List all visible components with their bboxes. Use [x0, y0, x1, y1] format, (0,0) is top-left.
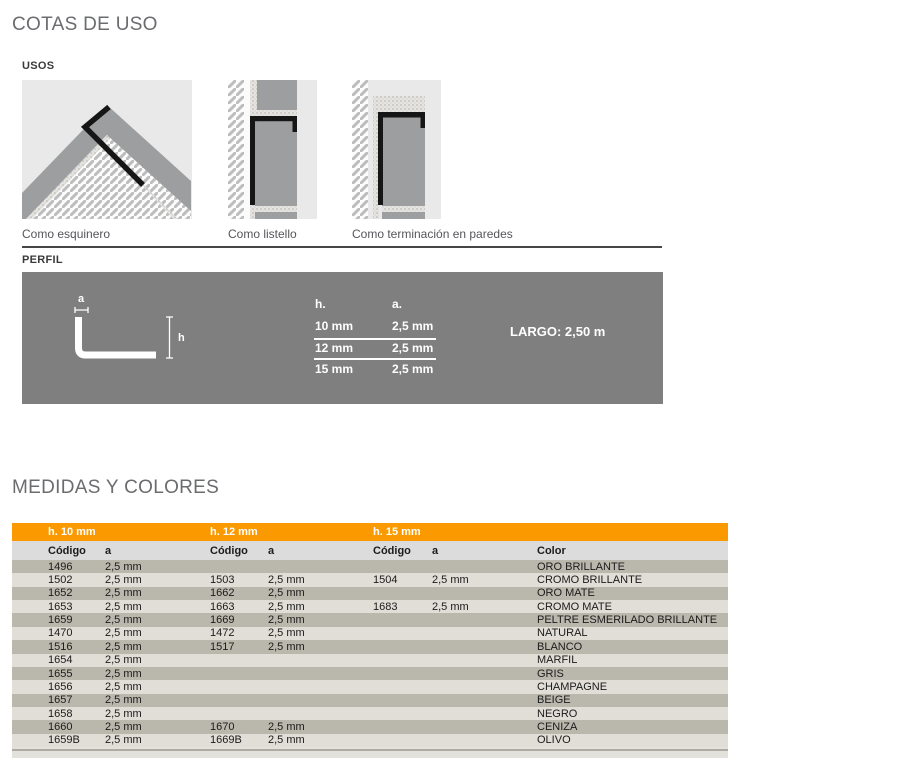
table-row [12, 720, 728, 733]
code-value: 1683 [373, 600, 398, 613]
code-value: 1496 [48, 560, 73, 573]
a-value: 2,5 mm [268, 587, 305, 600]
color-table-rows [12, 560, 728, 747]
a-value: 2,5 mm [105, 694, 142, 707]
usage-diagram-wall-end [352, 80, 441, 219]
color-name: PELTRE ESMERILADO BRILLANTE [537, 614, 718, 627]
color-name: ORO MATE [537, 587, 595, 600]
hatched-wall [228, 80, 244, 219]
usos-section-label: USOS [22, 60, 55, 72]
color-name: BEIGE [537, 694, 571, 707]
a-value: 2,5 mm [105, 587, 142, 600]
profile-stem [250, 116, 255, 205]
dims-a-value: 2,5 mm [392, 362, 434, 376]
color-name: OLIVO [537, 734, 571, 747]
measures-colors-title: MEDIDAS Y COLORES [12, 477, 220, 498]
measures-colors-table [12, 523, 728, 758]
table-row [12, 694, 728, 707]
code-value: 1662 [210, 587, 235, 600]
group-h15: h. 15 mm [373, 526, 421, 538]
a-value: 2,5 mm [105, 720, 142, 733]
code-value: 1653 [48, 600, 73, 613]
profile-spec-box [22, 272, 663, 404]
a-value: 2,5 mm [105, 734, 142, 747]
color-name: BLANCO [537, 640, 583, 653]
color-name: CROMO MATE [537, 600, 612, 613]
upper-tile [257, 80, 297, 110]
a-value: 2,5 mm [105, 707, 142, 720]
code-value: 1663 [210, 600, 235, 613]
code-value: 1660 [48, 720, 73, 733]
a-value: 2,5 mm [432, 600, 469, 613]
wall-gap [244, 80, 250, 219]
top-speckle [379, 96, 425, 112]
a-value: 2,5 mm [268, 640, 305, 653]
code-value: 1669B [210, 734, 242, 747]
a-value: 2,5 mm [432, 574, 469, 587]
table-row [12, 734, 728, 747]
caption-listello: Como listello [228, 227, 297, 241]
table-row [12, 587, 728, 600]
a-value: 2,5 mm [105, 574, 142, 587]
a-value: 2,5 mm [105, 600, 142, 613]
a-value: 2,5 mm [105, 640, 142, 653]
length-label: LARGO: 2,50 m [510, 324, 606, 339]
color-name: MARFIL [537, 654, 578, 667]
table-group-header [12, 523, 728, 541]
footer-line [12, 749, 728, 751]
a-value: 2,5 mm [268, 627, 305, 640]
col-codigo-1: Código [48, 544, 86, 557]
code-value: 1657 [48, 694, 73, 707]
table-row [12, 707, 728, 720]
code-value: 1517 [210, 640, 235, 653]
color-name: CHAMPAGNE [537, 680, 608, 693]
lower-tile [255, 122, 297, 219]
group-h12: h. 12 mm [210, 526, 258, 538]
profile-hook [293, 116, 298, 132]
col-a-2: a [268, 544, 275, 557]
color-name: NATURAL [537, 627, 588, 640]
dims-col-a: a. [392, 297, 403, 311]
dim-a-bracket [75, 307, 88, 313]
usage-diagram-listello [228, 80, 317, 219]
dim-a-label: a [77, 293, 85, 305]
table-row [12, 654, 728, 667]
code-value: 1470 [48, 627, 73, 640]
col-a-3: a [432, 544, 439, 557]
code-value: 1669 [210, 614, 235, 627]
a-value: 2,5 mm [268, 720, 305, 733]
color-name: GRIS [537, 667, 564, 680]
l-profile-shape [79, 317, 157, 355]
table-row [12, 667, 728, 680]
profile-hook [421, 112, 426, 128]
color-name: ORO BRILLANTE [537, 560, 626, 573]
code-value: 1516 [48, 640, 73, 653]
group-h10: h. 10 mm [48, 526, 96, 538]
table-row [12, 680, 728, 693]
profile-top-leg [378, 112, 425, 118]
code-value: 1502 [48, 574, 73, 587]
color-name: NEGRO [537, 707, 578, 720]
dim-h-bracket [166, 317, 173, 358]
col-a-1: a [105, 544, 112, 557]
code-value: 1659 [48, 614, 73, 627]
table-row [12, 600, 728, 613]
a-value: 2,5 mm [105, 560, 142, 573]
col-codigo-2: Código [210, 544, 248, 557]
code-value: 1658 [48, 707, 73, 720]
code-value: 1659B [48, 734, 80, 747]
a-value: 2,5 mm [268, 574, 305, 587]
dims-h-value: 10 mm [315, 319, 354, 333]
page-title: COTAS DE USO [12, 14, 158, 35]
table-footer [12, 747, 728, 758]
bottom-speckle [255, 206, 297, 212]
caption-wall-end: Como terminación en paredes [352, 227, 513, 241]
table-row [12, 573, 728, 586]
code-value: 1503 [210, 574, 235, 587]
joint-speckle [257, 110, 297, 117]
perfil-section-label: PERFIL [22, 254, 63, 266]
profile-drawing [68, 290, 198, 375]
bottom-speckle [382, 206, 425, 212]
dims-divider [314, 338, 436, 340]
usage-diagram-corner [22, 80, 192, 219]
dims-h-value: 12 mm [315, 341, 354, 355]
dims-h-value: 15 mm [315, 362, 354, 376]
code-value: 1654 [48, 654, 73, 667]
section-divider [22, 246, 662, 248]
color-name: CROMO BRILLANTE [537, 574, 643, 587]
a-value: 2,5 mm [105, 614, 142, 627]
table-row [12, 640, 728, 653]
caption-corner: Como esquinero [22, 227, 111, 241]
code-value: 1656 [48, 680, 73, 693]
dims-col-h: h. [315, 297, 326, 311]
col-color: Color [537, 544, 566, 557]
code-value: 1472 [210, 627, 235, 640]
hatched-wall [352, 80, 368, 219]
code-value: 1652 [48, 587, 73, 600]
a-value: 2,5 mm [105, 627, 142, 640]
a-value: 2,5 mm [105, 680, 142, 693]
table-column-header [12, 541, 728, 560]
table-row [12, 627, 728, 640]
profile-stem [378, 112, 383, 205]
code-value: 1655 [48, 667, 73, 680]
col-codigo-3: Código [373, 544, 411, 557]
a-value: 2,5 mm [268, 614, 305, 627]
profile-top-leg [250, 116, 297, 122]
code-value: 1670 [210, 720, 235, 733]
dims-divider [314, 358, 436, 360]
dim-h-label: h [178, 332, 185, 344]
table-row [12, 560, 728, 573]
dims-a-value: 2,5 mm [392, 341, 434, 355]
a-value: 2,5 mm [268, 734, 305, 747]
code-value: 1504 [373, 574, 398, 587]
tile [382, 117, 425, 219]
table-row [12, 613, 728, 626]
color-name: CENIZA [537, 720, 578, 733]
a-value: 2,5 mm [268, 600, 305, 613]
dims-a-value: 2,5 mm [392, 319, 434, 333]
a-value: 2,5 mm [105, 654, 142, 667]
a-value: 2,5 mm [105, 667, 142, 680]
